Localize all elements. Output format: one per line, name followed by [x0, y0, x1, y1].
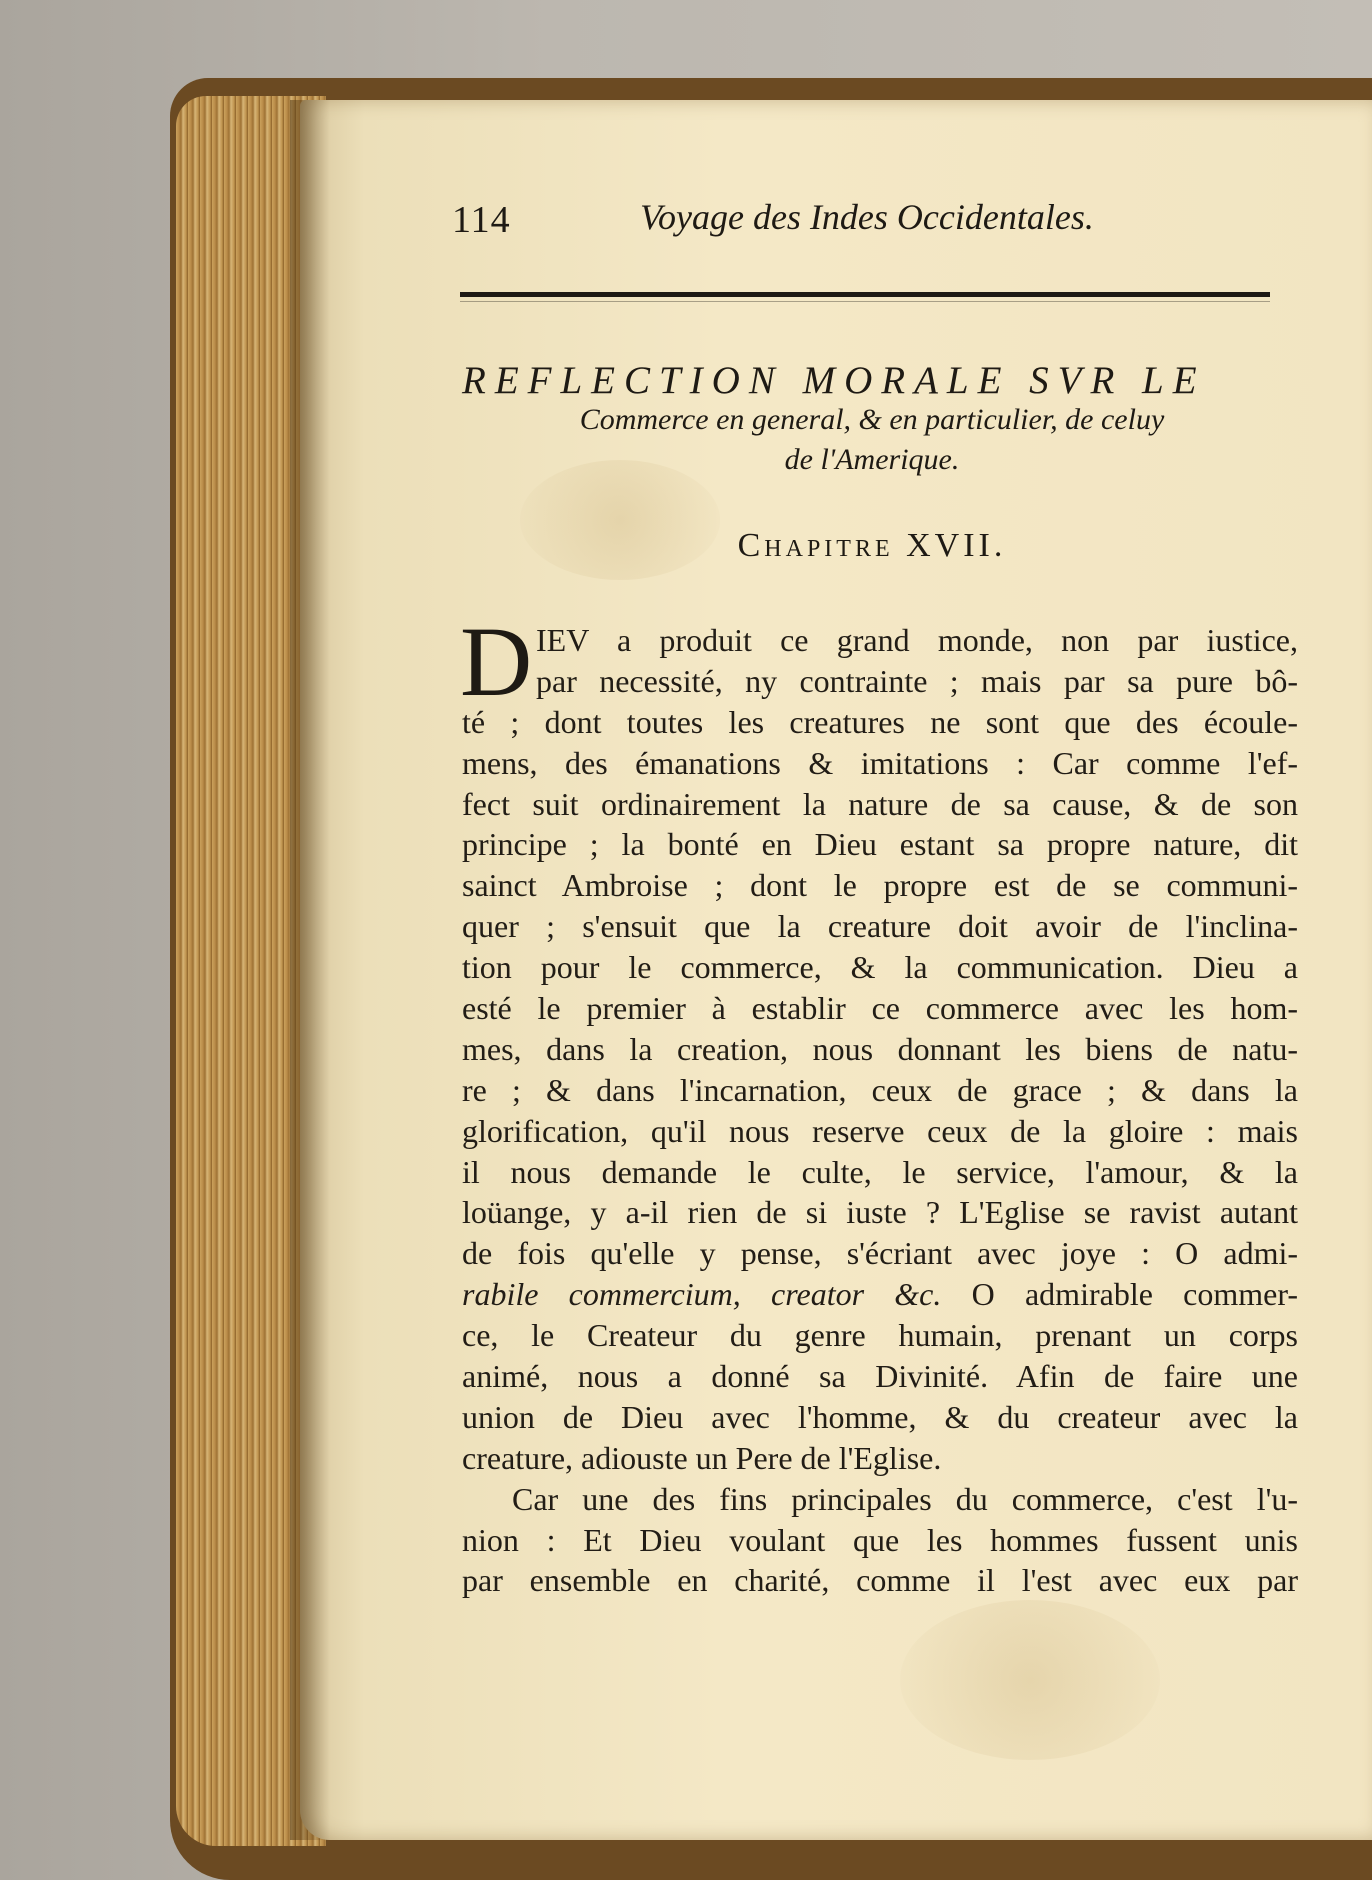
text-line: animé, nous a donné sa Divinité. Afin de faire une: [462, 1358, 1298, 1395]
text-line: principe ; la bonté en Dieu estant sa propre nature, dit: [462, 826, 1298, 863]
italic-latin-phrase: rabile commercium, creator &c.: [462, 1276, 942, 1313]
text-line: IEV a produit ce grand monde, non par iustice,: [536, 622, 1298, 658]
header-rule-shadow: [460, 301, 1270, 302]
chapter-heading: Chapitre XVII.: [737, 527, 1007, 564]
text-line: re ; & dans l'incarnation, ceux de grace ; & dans la: [462, 1071, 1298, 1108]
text-line: union de Dieu avec l'homme, & du createur avec la: [462, 1398, 1298, 1435]
drop-cap: D: [460, 606, 533, 717]
page-number: 114: [452, 199, 511, 241]
text-line: nion : Et Dieu voulant que les hommes fussent unis: [462, 1521, 1298, 1558]
section-title: REFLECTION MORALE SVR LE: [462, 359, 1206, 402]
text-line: mens, des émanations & imitations : Car comme l'ef-: [462, 744, 1298, 781]
running-head: Voyage des Indes Occidentales.: [640, 197, 1094, 237]
text-line-mixed: [462, 1274, 1298, 1315]
text-line: ce, le Createur du genre humain, prenant un corps: [462, 1317, 1298, 1354]
header-rule: [460, 292, 1270, 297]
text-line: loüange, y a-il rien de si iuste ? L'Eglise se ravist autant: [462, 1194, 1298, 1231]
gutter-shadow: [290, 100, 330, 1840]
text-line: par ensemble en charité, comme il l'est avec eux par: [462, 1562, 1298, 1599]
text-line: sainct Ambroise ; dont le propre est de se communi-: [462, 867, 1298, 904]
text-line: Car une des fins principales du commerce, c'est l'u-: [512, 1480, 1298, 1517]
section-subtitle-line: Commerce en general, & en particulier, de celuy: [579, 403, 1165, 436]
section-subtitle-line: de l'Amerique.: [784, 443, 960, 476]
text-line: fect suit ordinairement la nature de sa cause, & de son: [462, 785, 1298, 822]
text-line: mes, dans la creation, nous donnant les biens de natu-: [462, 1030, 1298, 1067]
section-subtitle: [462, 400, 1282, 480]
text-line: de fois qu'elle y pense, s'écriant avec joye : O admi-: [462, 1235, 1298, 1272]
text-line: il nous demande le culte, le service, l'amour, & la: [462, 1153, 1298, 1190]
text-span: O admirable commer-: [941, 1276, 1299, 1313]
text-line: par necessité, ny contrainte ; mais par sa pure bô-: [536, 662, 1298, 699]
text-line: té ; dont toutes les creatures ne sont que des écoule-: [462, 703, 1298, 740]
text-line: esté le premier à establir ce commerce avec les hom-: [462, 990, 1298, 1027]
text-line: creature, adiouste un Pere de l'Eglise.: [462, 1439, 942, 1476]
body-text: [462, 620, 1298, 1601]
paper-stain: [900, 1600, 1160, 1760]
text-line: tion pour le commerce, & la communication. Dieu a: [462, 949, 1298, 986]
text-line: glorification, qu'il nous reserve ceux de la gloire : mais: [462, 1112, 1298, 1149]
text-line: quer ; s'ensuit que la creature doit avoir de l'inclina-: [462, 908, 1298, 945]
